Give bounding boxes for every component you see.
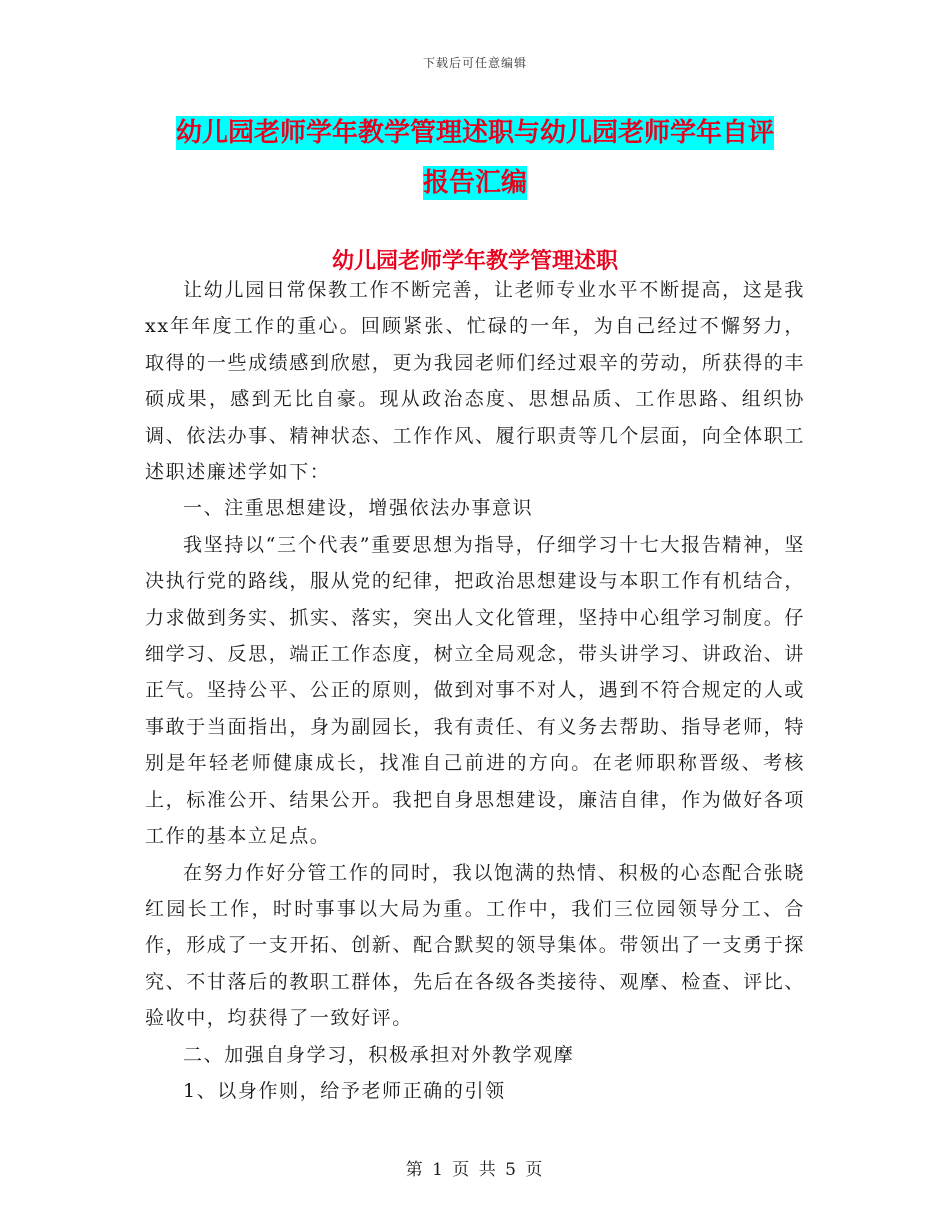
document-title <box>150 108 800 208</box>
heading-part-two: 二、加强自身学习，积极承担对外教学观摩 <box>183 1043 575 1066</box>
page-number: 第 1 页 共 5 页 <box>405 1160 545 1180</box>
paragraph-ideology: 我坚持以“三个代表”重要思想为指导，仔细学习十七大报告精神，坚决执行党的路线，服从党的纪律，把政治思想建设与本职工作有机结合，力求做到务实、抓实、落实，突出人文化管理，坚持中心组学习制度。仔细学习、反思，端正工作态度，树立全局观念，带头讲学习、讲政治、讲正气。坚持公平、公正的原则，做到对事不对人，遇到不符合规定的人或事敢于当面指出，身为副园长，我有责任、有义务去帮助、指导老师，特别是年轻老师健康成长，找准自己前进的方向。在老师职称晋级、考核上，标准公开、结果公开。我把自身思想建设，廉洁自律，作为做好各项工作的基本立足点。 <box>145 533 805 848</box>
document-title-line1: 幼儿园老师学年教学管理述职与幼儿园老师学年自评 <box>175 118 774 148</box>
subheading-lead-by-example: 1、以身作则，给予老师正确的引领 <box>183 1079 506 1102</box>
header-note: 下载后可任意编辑 <box>422 56 527 70</box>
paragraph-intro: 让幼儿园日常保教工作不断完善，让老师专业水平不断提高，这是我xx年年度工作的重心。回顾紧张、忙碌的一年，为自己经过不懈努力，取得的一些成绩感到欣慰，更为我园老师们经过艰辛的劳动，所获得的丰硕成果，感到无比自豪。现从政治态度、思想品质、工作思路、组织协调、依法办事、精神状态、工作作风、履行职责等几个层面，向全体职工述职述廉述学如下： <box>145 279 805 484</box>
document-body <box>145 272 805 1109</box>
document-title-line2: 报告汇编 <box>422 168 527 198</box>
paragraph-cooperation: 在努力作好分管工作的同时，我以饱满的热情、积极的心态配合张晓红园长工作，时时事事以大局为重。工作中，我们三位园领导分工、合作，形成了一支开拓、创新、配合默契的领导集体。带领出了一支勇于探究、不甘落后的教职工群体，先后在各级各类接待、观摩、检查、评比、验收中，均获得了一致好评。 <box>145 861 805 1030</box>
section-title: 幼儿园老师学年教学管理述职 <box>331 248 618 274</box>
heading-part-one: 一、注重思想建设，增强依法办事意识 <box>183 497 534 520</box>
